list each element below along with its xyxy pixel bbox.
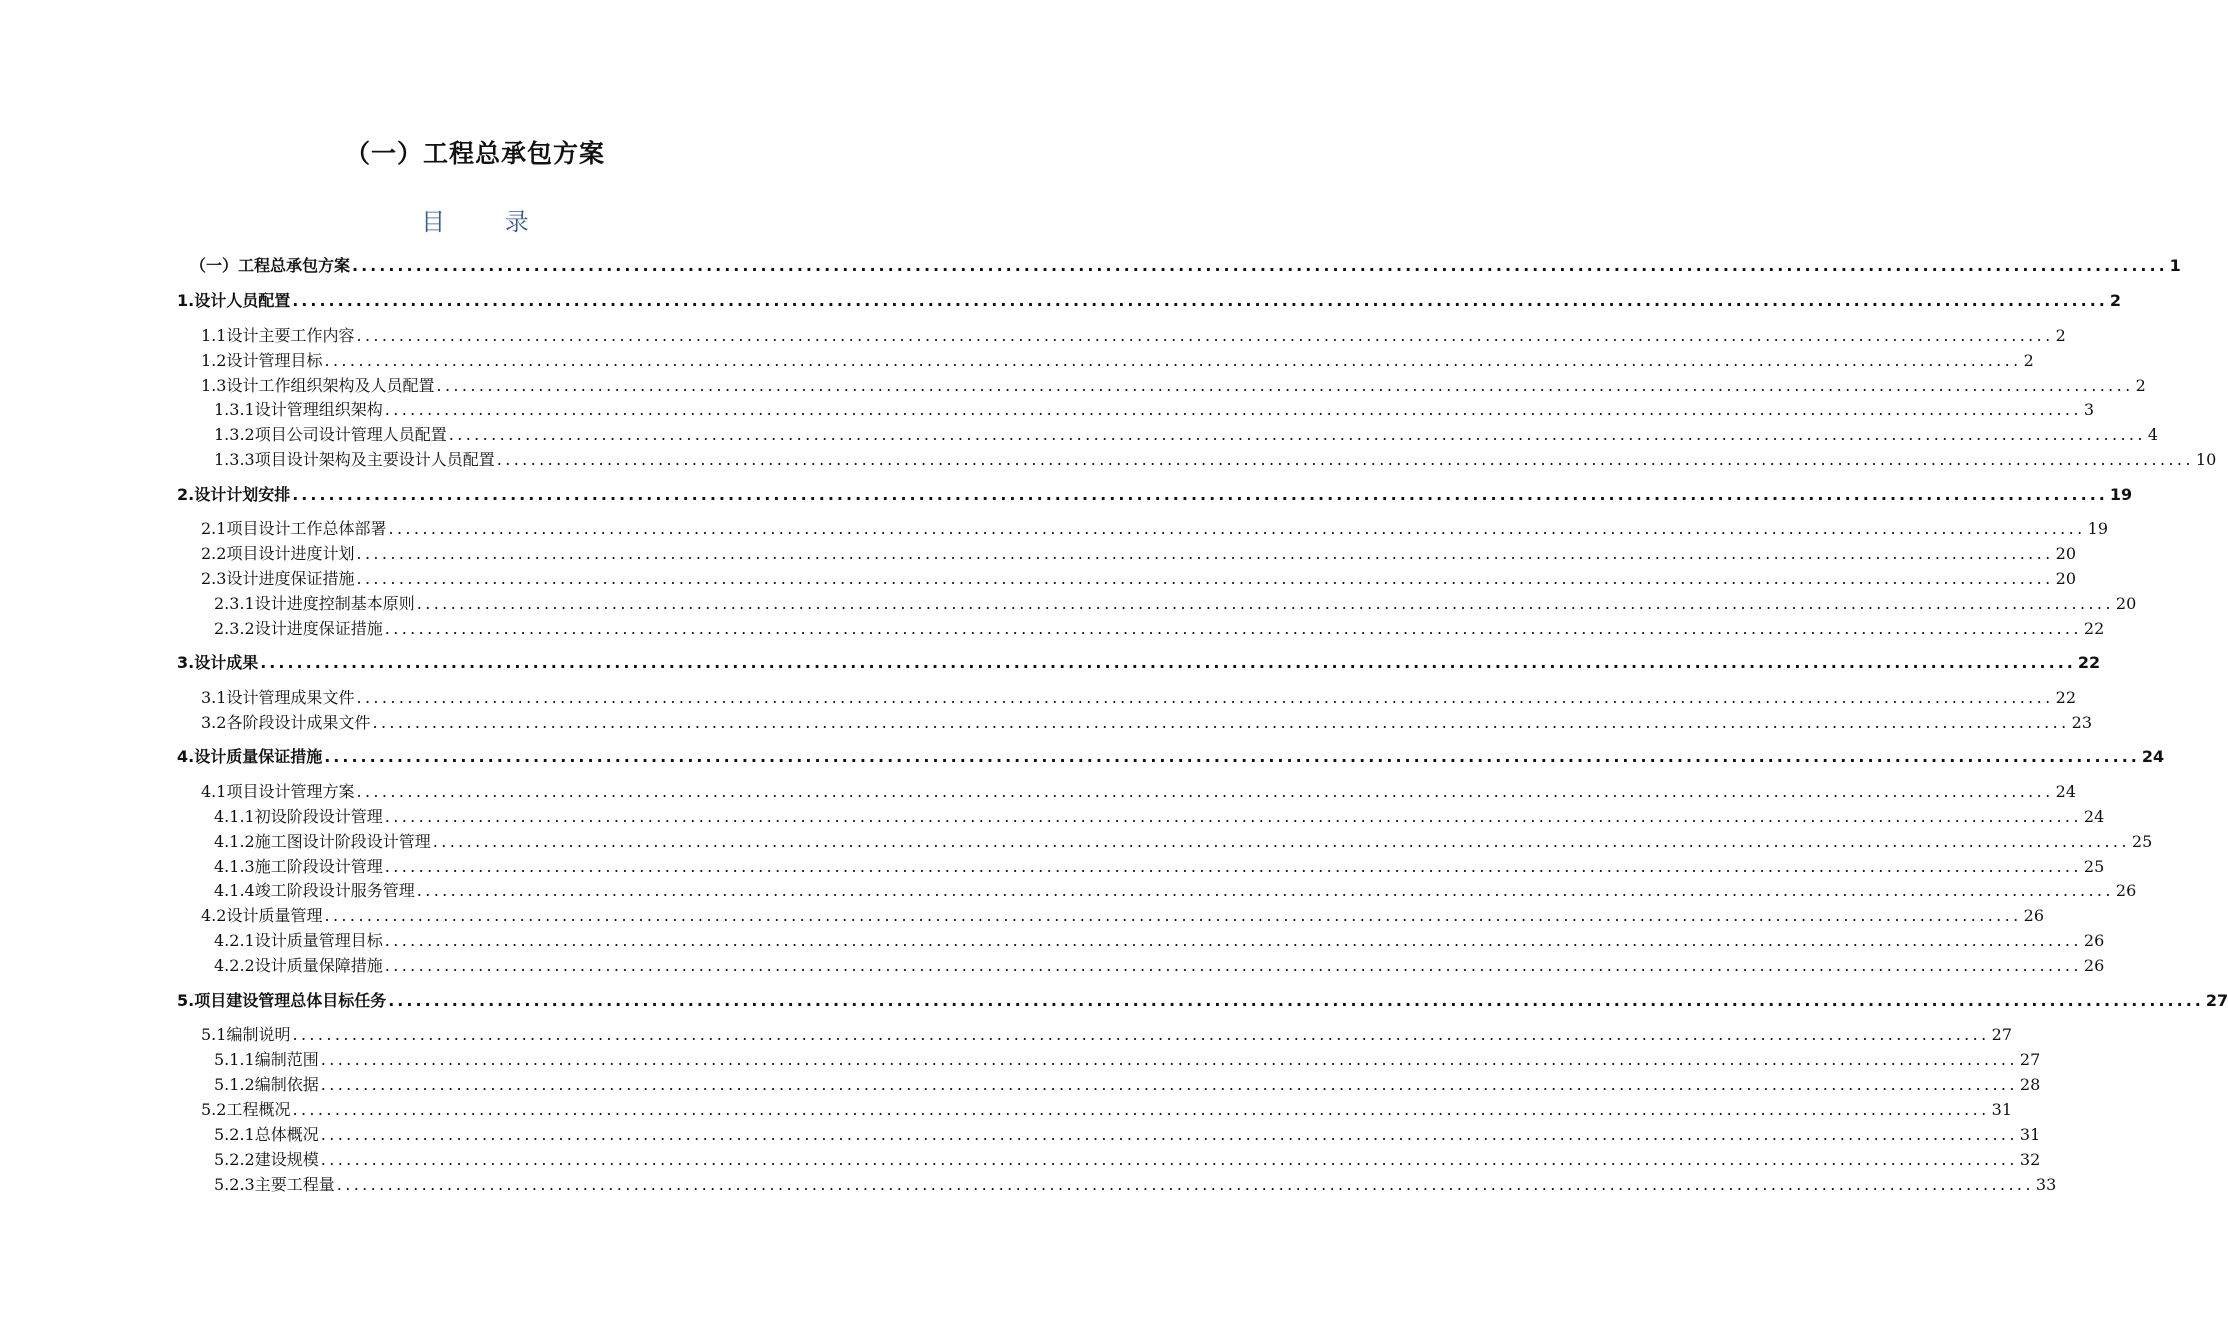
toc-dot-leader: ........................................................................................................................................................................................................	[496, 450, 2194, 469]
toc-page-number: 26	[2083, 931, 2105, 950]
toc-entry-text: 4.2设计质量管理	[201, 906, 323, 925]
toc-entry[interactable]	[201, 1100, 2012, 1119]
toc-entry[interactable]	[214, 1125, 2041, 1144]
toc-entry-text: 5.1.1编制范围	[214, 1050, 319, 1069]
toc-dot-leader: ........................................................................................................................................................................................................	[356, 688, 2054, 707]
toc-dot-leader: ........................................................................................................................................................................................................	[416, 881, 2114, 900]
toc-page-number: 27	[2205, 991, 2228, 1010]
toc-dot-leader: ........................................................................................................................................................................................................	[384, 857, 2082, 876]
toc-page-number: 2	[2023, 351, 2034, 370]
toc-entry-text: 2.3设计进度保证措施	[201, 569, 355, 588]
toc-entry-text: 2.设计计划安排	[177, 485, 291, 504]
toc-entry[interactable]	[214, 1175, 2057, 1194]
toc-entry-text: 4.1.2施工图设计阶段设计管理	[214, 832, 431, 851]
toc-entry-text: 1.3.3项目设计架构及主要设计人员配置	[214, 450, 495, 469]
toc-page-number: 26	[2023, 906, 2044, 925]
toc-entry[interactable]	[201, 906, 2044, 925]
toc-dot-leader: ........................................................................................................................................................................................................	[416, 594, 2114, 613]
toc-entry[interactable]	[201, 782, 2076, 801]
toc-page-number: 25	[2083, 857, 2105, 876]
toc-entry[interactable]	[214, 400, 2095, 419]
toc-entry[interactable]	[214, 450, 2217, 469]
toc-entry-text: 2.3.1设计进度控制基本原则	[214, 594, 415, 613]
toc-dot-leader: ........................................................................................................................................................................................................	[384, 931, 2082, 950]
toc-dot-leader: ........................................................................................................................................................................................................	[388, 519, 2086, 538]
toc-dot-leader: ........................................................................................................................................................................................................	[292, 1100, 1990, 1119]
toc-entry[interactable]	[201, 713, 2092, 732]
toc-entry-text: 2.1项目设计工作总体部署	[201, 519, 387, 538]
toc-entry[interactable]	[201, 519, 2108, 538]
toc-page-number: 31	[1991, 1100, 2012, 1119]
toc-dot-leader: ........................................................................................................................................................................................................	[356, 782, 2054, 801]
toc-page-number: 2	[2055, 326, 2066, 345]
toc-dot-leader: ........................................................................................................................................................................................................	[320, 1125, 2018, 1144]
toc-dot-leader: ........................................................................................................................................................................................................	[320, 1150, 2018, 1169]
toc-dot-leader: ........................................................................................................................................................................................................	[292, 485, 2108, 504]
toc-page-number: 26	[2115, 881, 2137, 900]
toc-dot-leader: ........................................................................................................................................................................................................	[336, 1175, 2034, 1194]
toc-dot-leader: ........................................................................................................................................................................................................	[388, 991, 2204, 1010]
toc-page-number: 26	[2083, 956, 2105, 975]
toc-page-number: 19	[2087, 519, 2108, 538]
toc-entry-text: 3.2各阶段设计成果文件	[201, 713, 371, 732]
toc-entry-text: 5.项目建设管理总体目标任务	[177, 991, 387, 1010]
toc-entry-text: 4.1.1初设阶段设计管理	[214, 807, 383, 826]
toc-page-number: 2	[2135, 376, 2146, 395]
toc-entry[interactable]	[214, 1075, 2041, 1094]
toc-entry[interactable]	[214, 619, 2105, 638]
toc-entry-text: （一）工程总承包方案	[190, 256, 351, 275]
toc-page-number: 25	[2131, 832, 2153, 851]
toc-entry[interactable]	[214, 807, 2105, 826]
toc-page-number: 22	[2083, 619, 2105, 638]
toc-page-number: 32	[2019, 1150, 2041, 1169]
toc-page-number: 20	[2055, 569, 2076, 588]
toc-entry[interactable]	[201, 1025, 2012, 1044]
toc-dot-leader: ........................................................................................................................................................................................................	[352, 256, 2168, 275]
toc-entry[interactable]	[214, 1150, 2041, 1169]
toc-entry-text: 5.2.2建设规模	[214, 1150, 319, 1169]
toc-entry-text: 1.3设计工作组织架构及人员配置	[201, 376, 435, 395]
toc-page-number: 20	[2055, 544, 2076, 563]
toc-entry[interactable]	[214, 956, 2105, 975]
toc-dot-leader: ........................................................................................................................................................................................................	[324, 351, 2022, 370]
toc-page-number: 23	[2071, 713, 2092, 732]
toc-entry[interactable]	[214, 594, 2137, 613]
toc-entry-text: 1.2设计管理目标	[201, 351, 323, 370]
toc-entry[interactable]	[214, 881, 2137, 900]
toc-page-number: 28	[2019, 1075, 2041, 1094]
toc-dot-leader: ........................................................................................................................................................................................................	[356, 569, 2054, 588]
toc-entry-text: 5.2工程概况	[201, 1100, 291, 1119]
toc-page-number: 22	[2077, 653, 2101, 672]
toc-dot-leader: ........................................................................................................................................................................................................	[356, 326, 2054, 345]
toc-dot-leader: ........................................................................................................................................................................................................	[320, 1075, 2018, 1094]
toc-page-number: 22	[2055, 688, 2076, 707]
toc-dot-leader: ........................................................................................................................................................................................................	[384, 956, 2082, 975]
toc-dot-leader: ........................................................................................................................................................................................................	[324, 906, 2022, 925]
toc-entry-text: 5.1.2编制依据	[214, 1075, 319, 1094]
toc-dot-leader: ........................................................................................................................................................................................................	[436, 376, 2134, 395]
toc-dot-leader: ........................................................................................................................................................................................................	[356, 544, 2054, 563]
toc-entry[interactable]	[214, 832, 2153, 851]
toc-dot-leader: ........................................................................................................................................................................................................	[320, 1050, 2018, 1069]
toc-entry-text: 1.设计人员配置	[177, 291, 291, 310]
document-title: （一）工程总承包方案	[344, 139, 605, 168]
toc-entry-text: 4.2.1设计质量管理目标	[214, 931, 383, 950]
toc-page-number: 1	[2169, 256, 2181, 275]
toc-page-number: 24	[2083, 807, 2105, 826]
toc-entry[interactable]	[201, 376, 2146, 395]
toc-page-number: 20	[2115, 594, 2137, 613]
toc-page-number: 24	[2055, 782, 2076, 801]
toc-dot-leader: ........................................................................................................................................................................................................	[384, 619, 2082, 638]
toc-entry-text: 5.2.3主要工程量	[214, 1175, 335, 1194]
toc-entry-text: 2.3.2设计进度保证措施	[214, 619, 383, 638]
toc-dot-leader: ........................................................................................................................................................................................................	[384, 807, 2082, 826]
toc-entry-text: 4.1项目设计管理方案	[201, 782, 355, 801]
toc-entry-text: 4.1.4竣工阶段设计服务管理	[214, 881, 415, 900]
toc-entry-text: 1.3.2项目公司设计管理人员配置	[214, 425, 447, 444]
toc-page-number: 10	[2195, 450, 2217, 469]
toc-page-number: 24	[2141, 747, 2165, 766]
toc-entry-text: 4.设计质量保证措施	[177, 747, 323, 766]
toc-page-number: 27	[2019, 1050, 2041, 1069]
toc-page-number: 2	[2109, 291, 2121, 310]
toc-page-number: 31	[2019, 1125, 2041, 1144]
toc-entry-text: 1.3.1设计管理组织架构	[214, 400, 383, 419]
toc-dot-leader: ........................................................................................................................................................................................................	[384, 400, 2082, 419]
toc-entry-text: 3.1设计管理成果文件	[201, 688, 355, 707]
toc-entry[interactable]	[214, 931, 2105, 950]
toc-page-number: 27	[1991, 1025, 2012, 1044]
toc-entry[interactable]	[201, 544, 2076, 563]
toc-dot-leader: ........................................................................................................................................................................................................	[448, 425, 2146, 444]
toc-entry[interactable]	[177, 747, 2165, 766]
toc-entry[interactable]	[214, 1050, 2041, 1069]
toc-entry-text: 5.1编制说明	[201, 1025, 291, 1044]
toc-entry-text: 4.2.2设计质量保障措施	[214, 956, 383, 975]
toc-entry-text: 5.2.1总体概况	[214, 1125, 319, 1144]
toc-entry[interactable]	[214, 857, 2105, 876]
toc-dot-leader: ........................................................................................................................................................................................................	[324, 747, 2140, 766]
toc-entry[interactable]	[201, 326, 2066, 345]
toc-entry[interactable]	[177, 485, 2133, 504]
toc-dot-leader: ........................................................................................................................................................................................................	[260, 653, 2076, 672]
toc-entry-text: 2.2项目设计进度计划	[201, 544, 355, 563]
toc-entry-text: 3.设计成果	[177, 653, 259, 672]
toc-page-number: 33	[2035, 1175, 2057, 1194]
toc-entry[interactable]	[177, 653, 2101, 672]
toc-heading: 目 录	[421, 208, 555, 236]
toc-dot-leader: ........................................................................................................................................................................................................	[292, 1025, 1990, 1044]
toc-entry[interactable]	[177, 991, 2228, 1010]
toc-dot-leader: ........................................................................................................................................................................................................	[292, 291, 2108, 310]
toc-entry[interactable]	[201, 688, 2076, 707]
toc-entry-text: 1.1设计主要工作内容	[201, 326, 355, 345]
toc-entry[interactable]	[177, 291, 2121, 310]
toc-page-number: 4	[2147, 425, 2159, 444]
toc-entry[interactable]	[201, 569, 2076, 588]
toc-dot-leader: ........................................................................................................................................................................................................	[372, 713, 2070, 732]
toc-page-number: 3	[2083, 400, 2095, 419]
toc-entry-text: 4.1.3施工阶段设计管理	[214, 857, 383, 876]
toc-entry[interactable]	[214, 425, 2159, 444]
toc-page-number: 19	[2109, 485, 2133, 504]
toc-entry[interactable]	[201, 351, 2034, 370]
toc-entry[interactable]	[190, 256, 2181, 275]
toc-dot-leader: ........................................................................................................................................................................................................	[432, 832, 2130, 851]
